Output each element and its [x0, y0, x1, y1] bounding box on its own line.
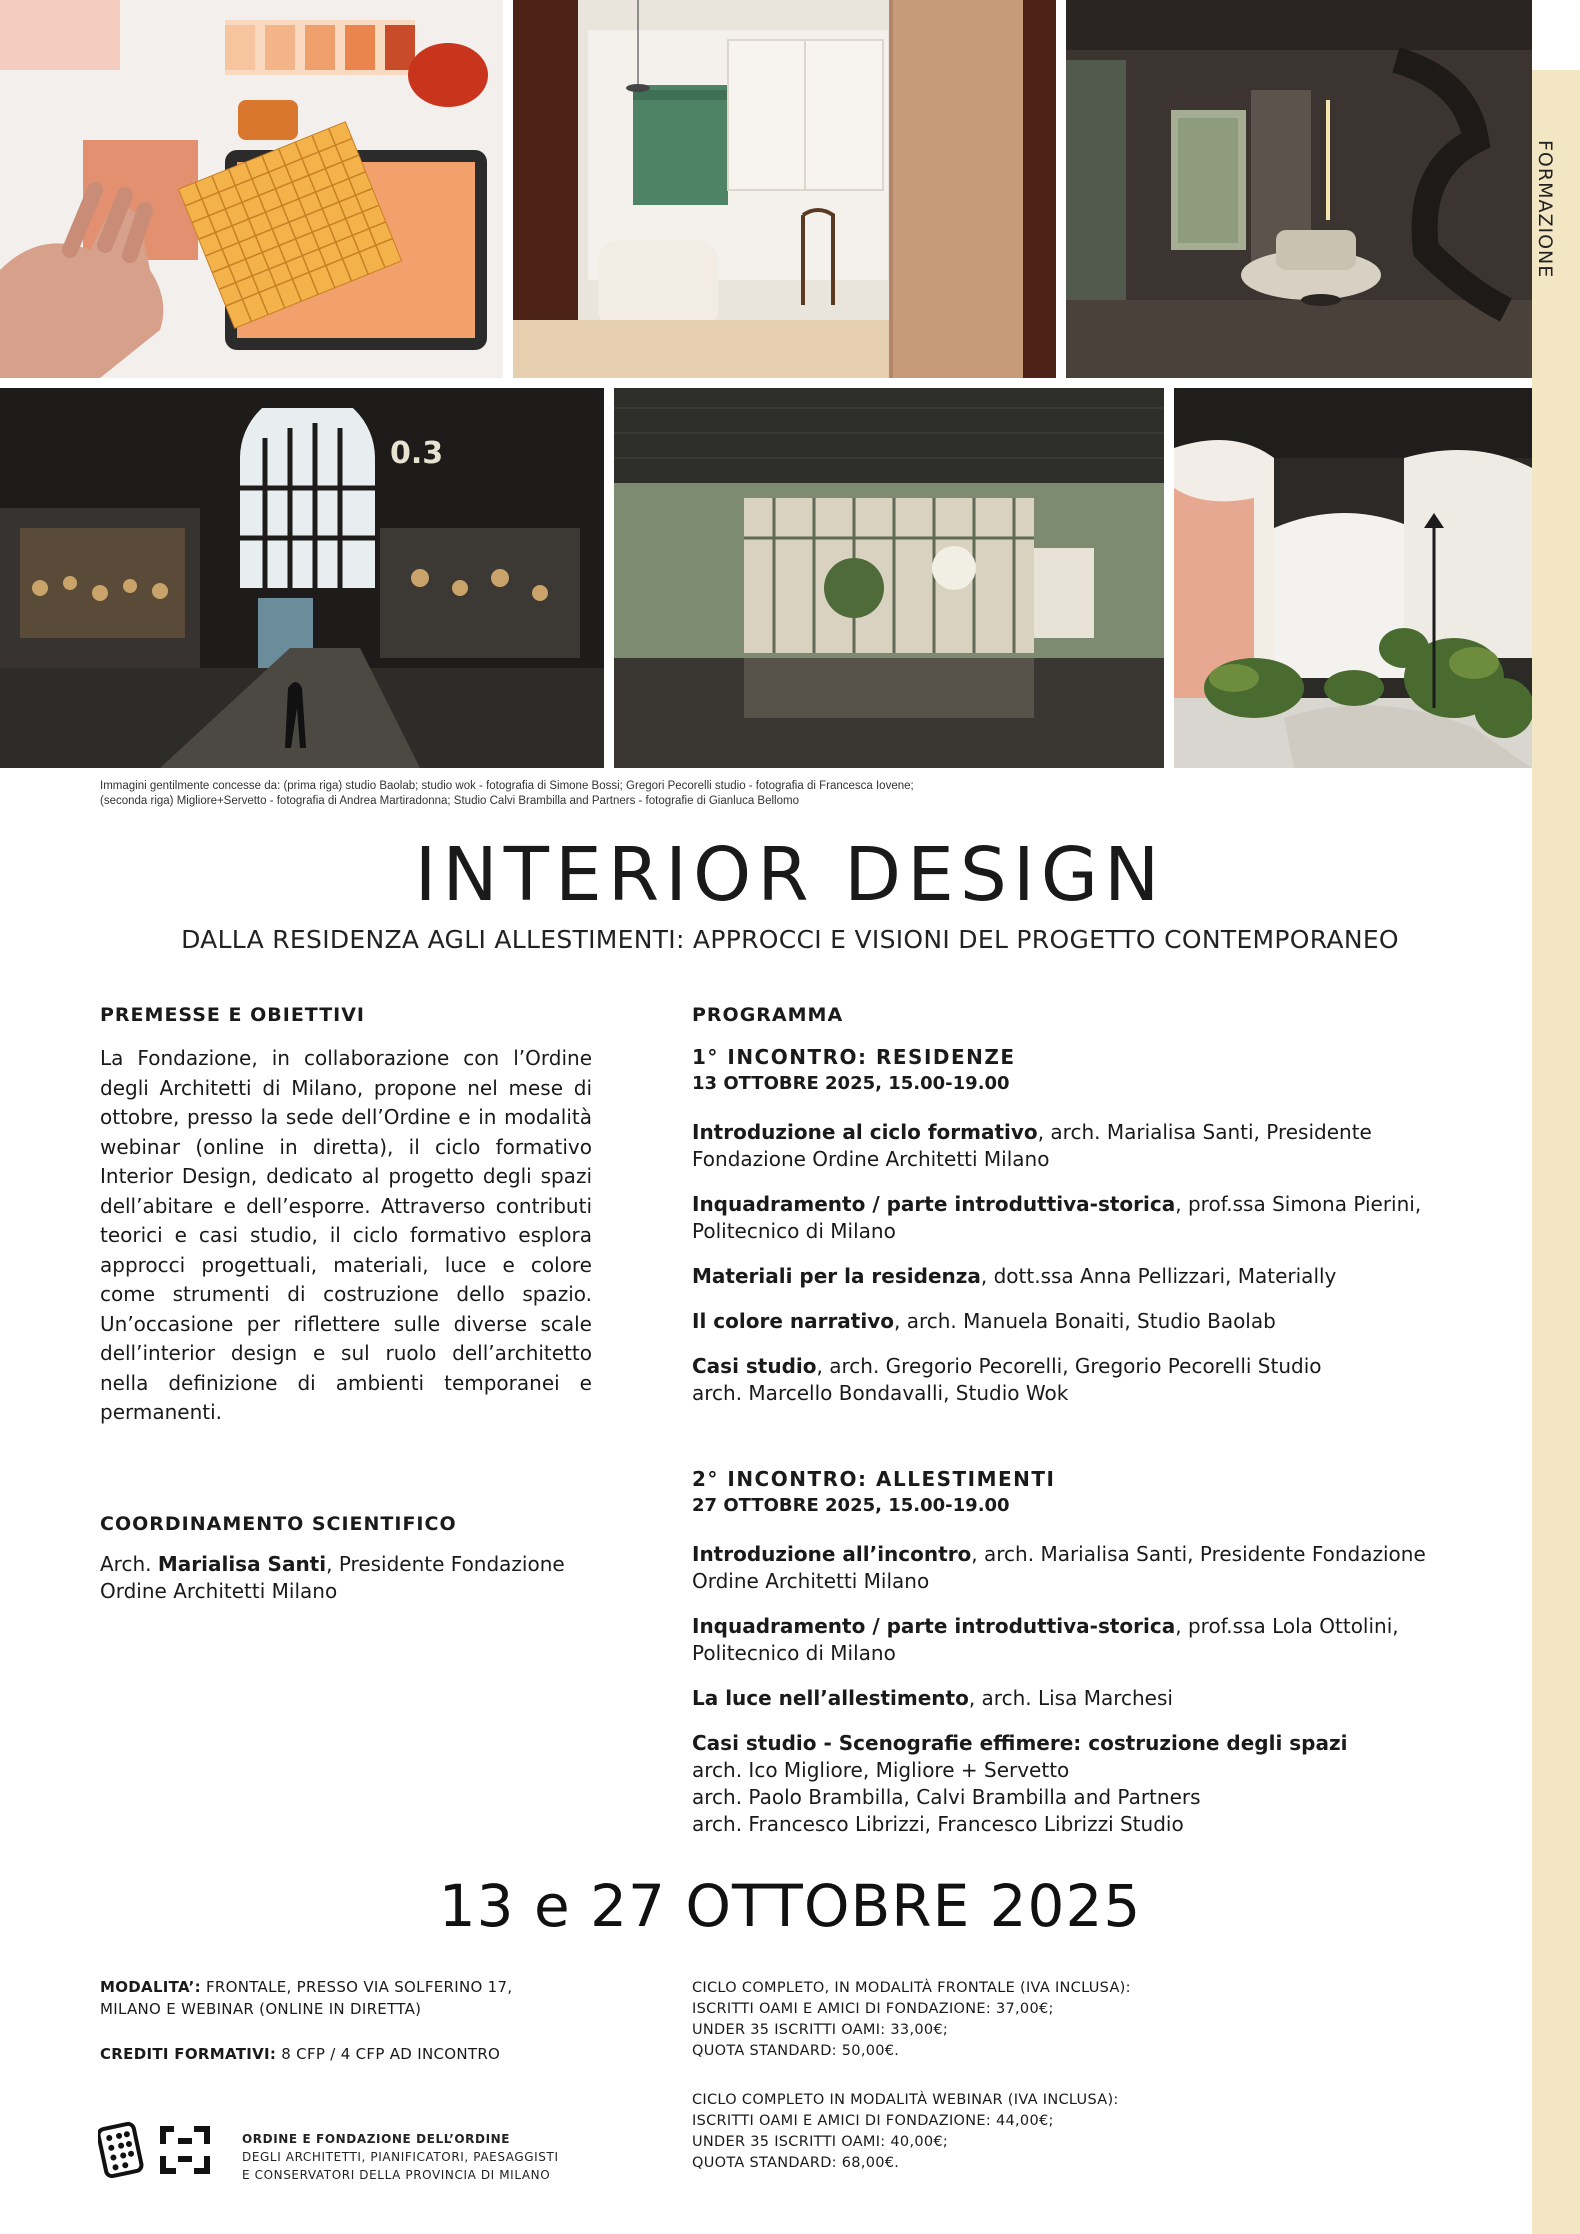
premesse-text: La Fondazione, in collaborazione con l’Ordine degli Architetti di Milano, propone nel mese di ottobre, presso la sede dell’Ordine e in modalità webinar (online in diretta), il ciclo formativo Interior Design, dedicato al progetto degli spazi dell’abitare e dell’esporre. Attraverso contributi teorici e casi studio, il ciclo formativo esplora approcci progettuali, materiali, luce e colore come strumenti di costruzione dello spazio. Un’occasione per riflettere sulle diverse scale dell’interior design e sul ruolo dell’architetto nella definizione di ambienti temporanei e permanenti.	[100, 1046, 592, 1424]
talk-item: Casi studio - Scenografie effimere: costruzione degli spazi arch. Ico Migliore, Migliore + Servetto arch. Paolo Brambilla, Calvi Brambilla and Partners arch. Francesco Librizzi, Francesco Librizzi Studio	[692, 1731, 1348, 1836]
modalita-info: MODALITA’: FRONTALE, PRESSO VIA SOLFERINO 17, MILANO E WEBINAR (ONLINE IN DIRETTA)	[100, 1978, 513, 2018]
talk-item: Introduzione all’incontro, arch. Marialisa Santi, Presidente Fondazione Ordine Architetti Milano	[692, 1542, 1426, 1593]
crediti-info: CREDITI FORMATIVI: 8 CFP / 4 CFP AD INCONTRO	[100, 2045, 501, 2063]
incontro-1	[692, 1044, 1492, 1407]
prezzi-webinar	[692, 2090, 1492, 2174]
page-subtitle: DALLA RESIDENZA AGLI ALLESTIMENTI: APPROCCI E VISIONI DEL PROGETTO CONTEMPORANEO	[181, 925, 1399, 954]
talk-item: Il colore narrativo, arch. Manuela Bonaiti, Studio Baolab	[692, 1309, 1276, 1333]
talk-item: Introduzione al ciclo formativo, arch. Marialisa Santi, Presidente Fondazione Ordine Architetti Milano	[692, 1120, 1372, 1171]
price-line: QUOTA STANDARD: 68,00€.	[692, 2155, 900, 2171]
ordine-logo	[98, 2120, 218, 2180]
programma-section	[692, 1004, 1492, 1425]
incontro-2	[692, 1466, 1492, 1856]
photo-pavilion-hall	[614, 388, 1164, 768]
incontro-date: 13 OTTOBRE 2025, 15.00-19.00	[692, 1073, 1010, 1094]
coordinamento-section	[100, 1513, 592, 1605]
premesse-section	[100, 1004, 592, 1428]
talk-item: Inquadramento / parte introduttiva-storica, prof.ssa Lola Ottolini, Politecnico di Milano	[692, 1614, 1399, 1665]
programma-heading: PROGRAMMA	[692, 1004, 844, 1026]
price-line: ISCRITTI OAMI E AMICI DI FONDAZIONE: 37,00€;	[692, 2001, 1054, 2017]
prezzi-heading: CICLO COMPLETO, IN MODALITÀ FRONTALE (IVA INCLUSA):	[692, 1980, 1131, 1996]
photo-museum-exhibition	[0, 388, 604, 768]
coordinamento-text: Arch. Marialisa Santi, Presidente Fondazione Ordine Architetti Milano	[100, 1552, 565, 1603]
talk-item: La luce nell’allestimento, arch. Lisa Marchesi	[692, 1686, 1173, 1710]
svg-text:0.3: 0.3	[390, 436, 444, 471]
coordinator-name: Marialisa Santi	[157, 1552, 327, 1576]
coordinamento-heading: COORDINAMENTO SCIENTIFICO	[100, 1513, 457, 1535]
incontro-date: 27 OTTOBRE 2025, 15.00-19.00	[692, 1495, 1010, 1516]
talk-item: Inquadramento / parte introduttiva-storica, prof.ssa Simona Pierini, Politecnico di Milano	[692, 1192, 1422, 1243]
photo-materials-samples	[0, 0, 503, 378]
price-line: QUOTA STANDARD: 50,00€.	[692, 2043, 900, 2059]
image-credits-line-2: (seconda riga) Migliore+Servetto - fotografia di Andrea Martiradonna; Studio Calvi Brambilla and Partners - fotografie di Gianluca Bellomo	[100, 795, 799, 807]
incontro-title: 1° INCONTRO: RESIDENZE	[692, 1045, 1016, 1069]
photo-white-installation	[1174, 388, 1532, 768]
talk-item: Materiali per la residenza, dott.ssa Anna Pellizzari, Materially	[692, 1264, 1337, 1288]
incontro-title: 2° INCONTRO: ALLESTIMENTI	[692, 1467, 1056, 1491]
price-line: UNDER 35 ISCRITTI OAMI: 40,00€;	[692, 2134, 949, 2150]
image-credits-caption	[100, 779, 1150, 809]
ordine-logo-text: ORDINE E FONDAZIONE DELL’ORDINE DEGLI ARCHITETTI, PIANIFICATORI, PAESAGGISTI E CONSERVATORI DELLA PROVINCIA DI MILANO	[242, 2132, 559, 2182]
photo-dark-living-room	[1066, 0, 1532, 378]
talk-item: Casi studio, arch. Gregorio Pecorelli, Gregorio Pecorelli Studio arch. Marcello Bondavalli, Studio Wok	[692, 1354, 1322, 1405]
prezzi-frontale	[692, 1978, 1492, 2062]
event-dates: 13 e 27 OTTOBRE 2025	[438, 1872, 1142, 1940]
premesse-heading: PREMESSE E OBIETTIVI	[100, 1004, 366, 1026]
prezzi-heading: CICLO COMPLETO IN MODALITÀ WEBINAR (IVA INCLUSA):	[692, 2092, 1119, 2108]
page-title: INTERIOR DESIGN	[414, 832, 1166, 918]
price-line: ISCRITTI OAMI E AMICI DI FONDAZIONE: 44,00€;	[692, 2113, 1054, 2129]
modalita-label: MODALITA’:	[100, 1978, 201, 1996]
price-line: UNDER 35 ISCRITTI OAMI: 33,00€;	[692, 2022, 949, 2038]
crediti-label: CREDITI FORMATIVI:	[100, 2045, 277, 2063]
photo-kitchen-interior	[513, 0, 1056, 378]
image-credits-line-1: Immagini gentilmente concesse da: (prima riga) studio Baolab; studio wok - fotografia di Simone Bossi; Gregori Pecorelli studio - fotografia di Francesca Iovene;	[100, 780, 914, 792]
side-label: FORMAZIONE	[1534, 140, 1556, 279]
